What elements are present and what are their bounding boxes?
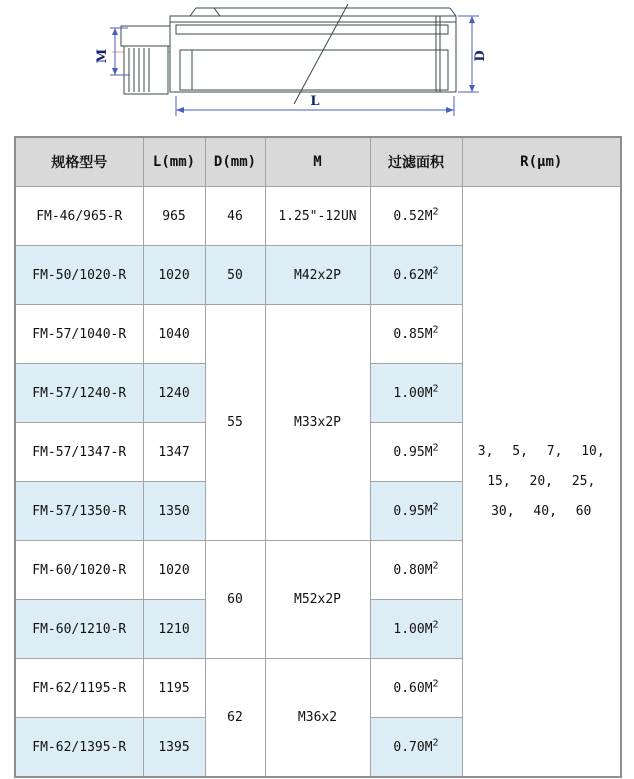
model-cell: FM-62/1195-R (15, 659, 143, 718)
filter-body (170, 4, 456, 104)
model-cell: FM-57/1350-R (15, 482, 143, 541)
dimension-d (458, 16, 488, 92)
thread-cell: M33x2P (265, 305, 370, 541)
diameter-cell: 46 (205, 187, 265, 246)
spec-row (15, 187, 621, 246)
model-cell: FM-62/1395-R (15, 718, 143, 778)
diameter-cell: 62 (205, 659, 265, 778)
model-cell: FM-57/1240-R (15, 364, 143, 423)
header-length: L(mm) (143, 137, 205, 187)
length-cell: 1020 (143, 541, 205, 600)
area-cell: $0.70M^2$ (370, 718, 462, 778)
thread-cell: M36x2 (265, 659, 370, 778)
area-cell: $0.52M^2$ (370, 187, 462, 246)
length-cell: 1240 (143, 364, 205, 423)
model-cell: FM-46/965-R (15, 187, 143, 246)
length-cell: 1210 (143, 600, 205, 659)
length-cell: 1347 (143, 423, 205, 482)
header-model: 规格型号 (15, 137, 143, 187)
micron-line: 15, 20, 25, (487, 474, 596, 489)
length-cell: 1040 (143, 305, 205, 364)
area-cell: $0.62M^2$ (370, 246, 462, 305)
d-label: D (473, 50, 488, 62)
header-thread: M (265, 137, 370, 187)
diameter-cell: 55 (205, 305, 265, 541)
length-cell: 1195 (143, 659, 205, 718)
header-row (15, 137, 621, 187)
length-cell: 965 (143, 187, 205, 246)
area-cell: $0.95M^2$ (370, 423, 462, 482)
l-label: L (310, 94, 320, 109)
left-fitting (121, 26, 172, 94)
thread-cell: 1.25"-12UN (265, 187, 370, 246)
area-cell: $0.85M^2$ (370, 305, 462, 364)
area-cell: $1.00M^2$ (370, 600, 462, 659)
filter-technical-drawing (0, 0, 634, 132)
thread-cell: M52x2P (265, 541, 370, 659)
dimension-l (176, 94, 454, 116)
length-cell: 1020 (143, 246, 205, 305)
header-micron: R(μm) (462, 137, 621, 187)
micron-ratings-cell (462, 187, 621, 778)
area-cell: $0.60M^2$ (370, 659, 462, 718)
micron-line: 30, 40, 60 (491, 504, 592, 519)
length-cell: 1350 (143, 482, 205, 541)
diameter-cell: 60 (205, 541, 265, 659)
area-cell: $1.00M^2$ (370, 364, 462, 423)
area-cell: $0.95M^2$ (370, 482, 462, 541)
micron-line: 3, 5, 7, 10, (477, 444, 605, 459)
filter-drawing-svg (0, 0, 634, 132)
model-cell: FM-50/1020-R (15, 246, 143, 305)
header-diameter: D(mm) (205, 137, 265, 187)
header-filter-area: 过滤面积 (370, 137, 462, 187)
diameter-cell: 50 (205, 246, 265, 305)
m-label: M (95, 48, 110, 64)
area-cell: $0.80M^2$ (370, 541, 462, 600)
model-cell: FM-57/1347-R (15, 423, 143, 482)
model-cell: FM-60/1020-R (15, 541, 143, 600)
spec-table (14, 136, 622, 778)
model-cell: FM-57/1040-R (15, 305, 143, 364)
length-cell: 1395 (143, 718, 205, 778)
top-flange-hatch (190, 8, 220, 16)
thread-cell: M42x2P (265, 246, 370, 305)
model-cell: FM-60/1210-R (15, 600, 143, 659)
